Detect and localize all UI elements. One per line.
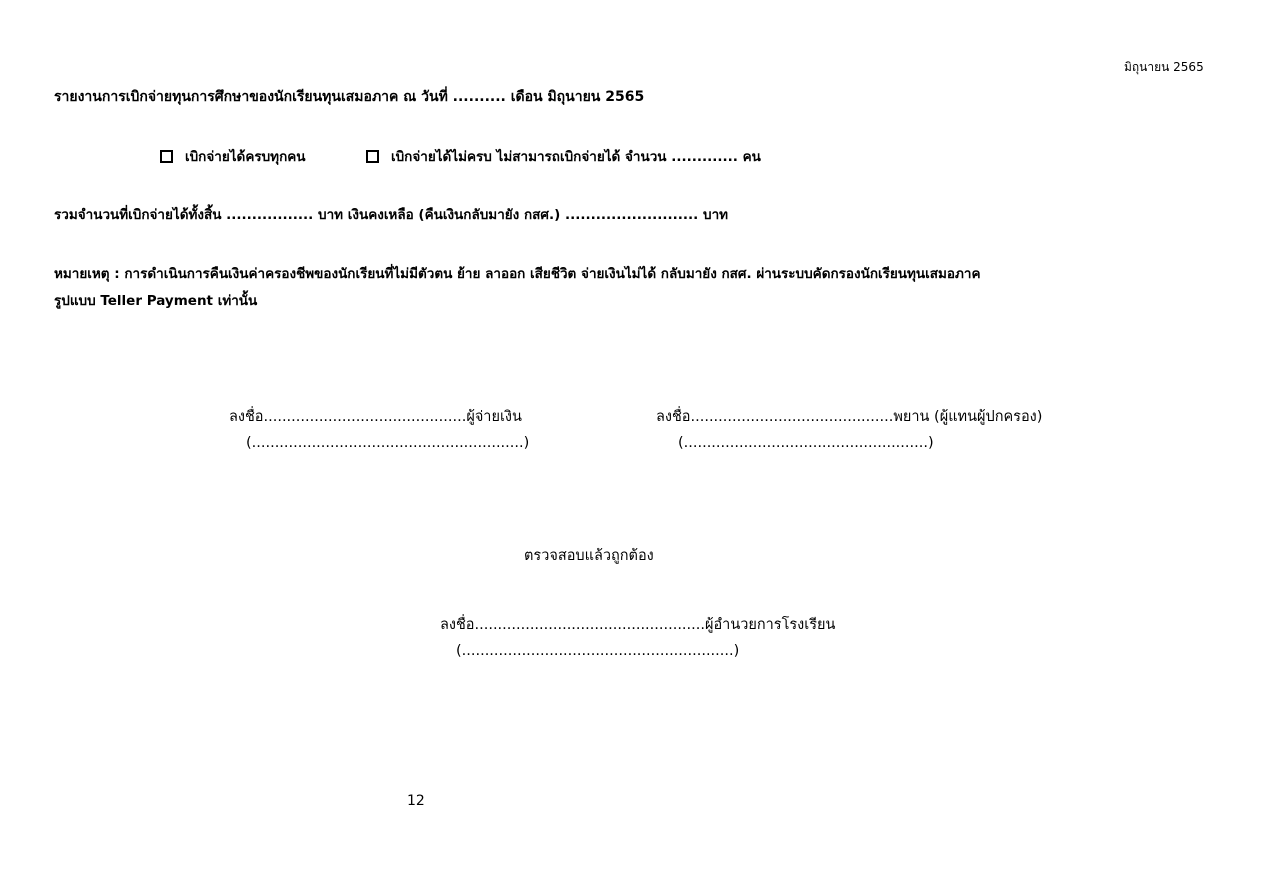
option-full-label: เบิกจ่ายได้ครบทุกคน	[185, 149, 306, 165]
witness-signature-line: ลงชื่อ............................................พยาน (ผู้แทนผู้ปกครอง)	[656, 409, 1043, 425]
totals-line: รวมจำนวนที่เบิกจ่ายได้ทั้งสิ้น ................. บาท เงินคงเหลือ (คืนเงินกลับมายัง กสศ.) .......................... บาท	[54, 207, 729, 223]
verified-label: ตรวจสอบแล้วถูกต้อง	[524, 548, 654, 564]
report-title: รายงานการเบิกจ่ายทุนการศึกษาของนักเรียนทุนเสมอภาค ณ วันที่ .......... เดือน มิถุนายน 2565	[54, 89, 645, 105]
checkbox-partial[interactable]	[366, 150, 379, 163]
note-line-2: รูปแบบ Teller Payment เท่านั้น	[54, 293, 258, 309]
note-line-1: หมายเหตุ : การดำเนินการคืนเงินค่าครองชีพของนักเรียนที่ไม่มีตัวตน ย้าย ลาออก เสียชีวิต จ่ายเงินไม่ได้ กลับมายัง กสศ. ผ่านระบบคัดกรองนักเรียนทุนเสมอภาค	[54, 266, 981, 282]
note-block	[54, 261, 981, 315]
checkbox-full[interactable]	[160, 150, 173, 163]
director-signature-line: ลงชื่อ..................................................ผู้อำนวยการโรงเรียน	[440, 617, 836, 633]
director-name-line: (...........................................................)	[456, 643, 740, 659]
page-number: 12	[407, 793, 425, 809]
payer-name-line: (...........................................................)	[246, 435, 530, 451]
payer-signature-line: ลงชื่อ............................................ผู้จ่ายเงิน	[229, 409, 522, 425]
option-partial-label: เบิกจ่ายได้ไม่ครบ ไม่สามารถเบิกจ่ายได้ จำนวน ............. คน	[391, 149, 761, 165]
header-date: มิถุนายน 2565	[1124, 60, 1204, 74]
option-partial-disbursement	[366, 145, 761, 167]
witness-name-line: (.....................................................)	[678, 435, 934, 451]
option-full-disbursement	[160, 145, 306, 167]
